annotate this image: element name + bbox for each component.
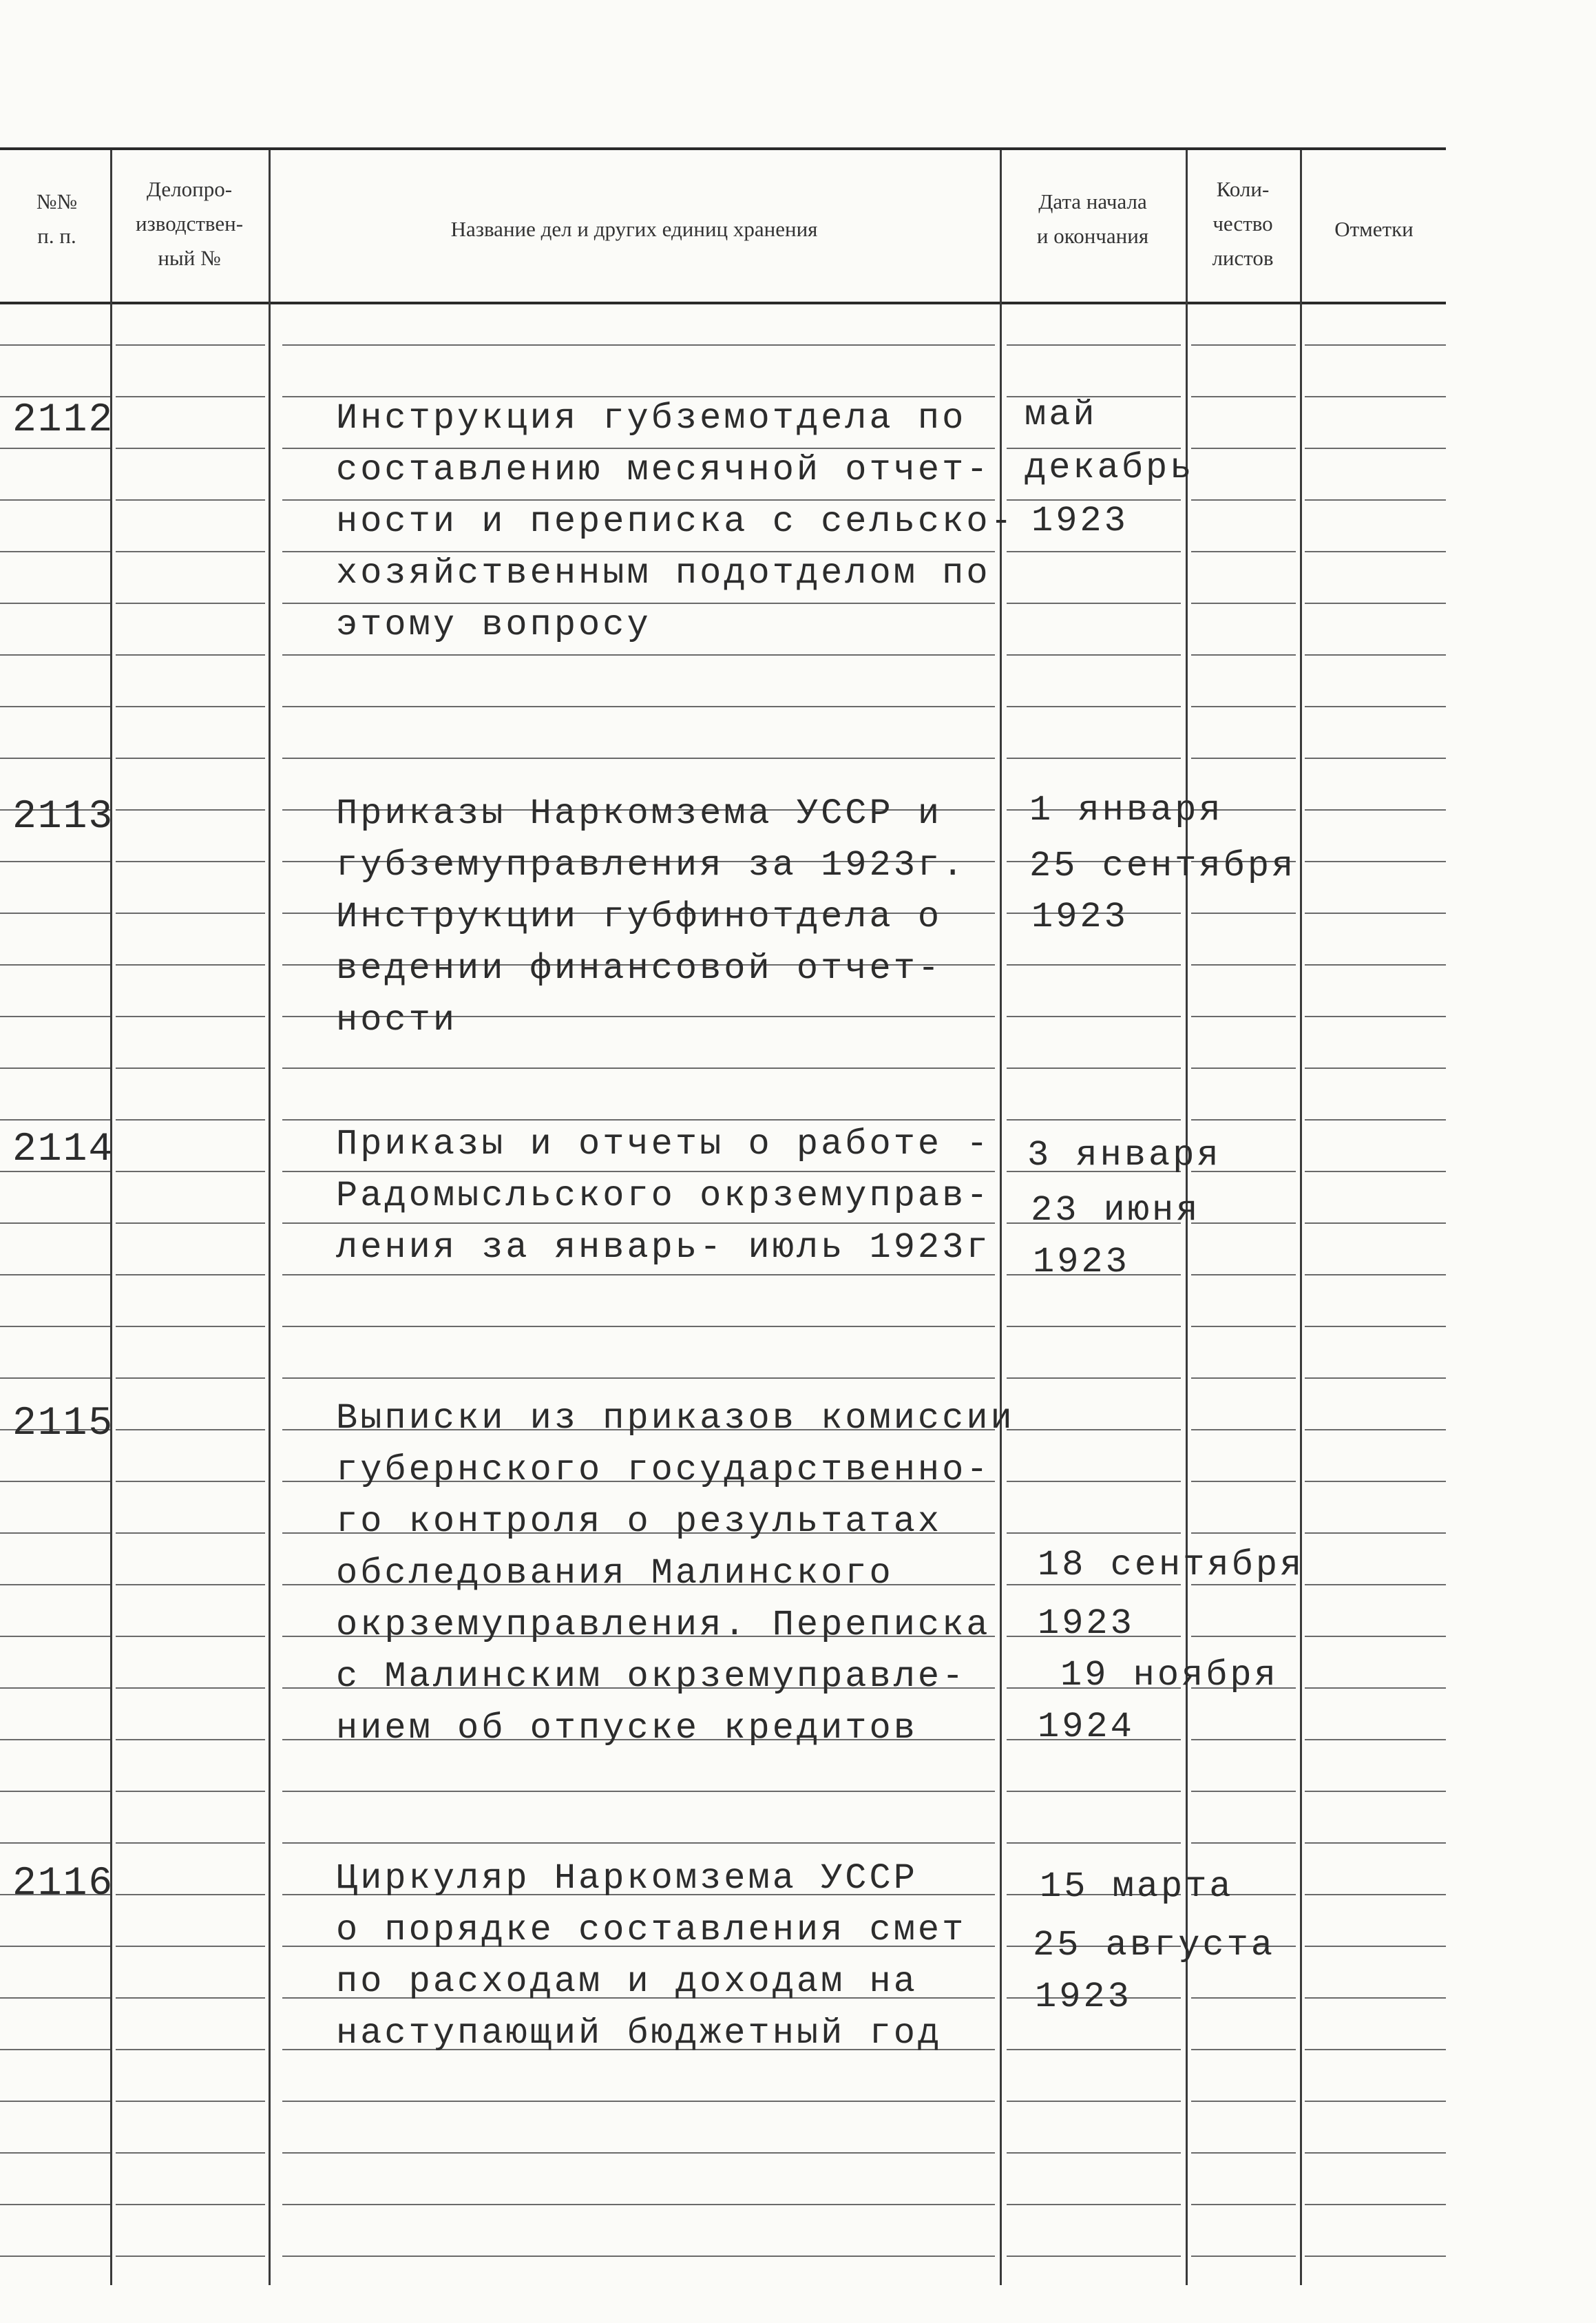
ruled-line bbox=[0, 396, 110, 397]
column-divider bbox=[269, 150, 271, 2285]
ruled-line bbox=[1007, 1067, 1181, 1069]
ruled-line bbox=[282, 2204, 995, 2205]
ruled-line bbox=[282, 2101, 995, 2102]
ruled-line bbox=[282, 448, 995, 449]
ruled-line bbox=[116, 1481, 265, 1482]
entry-date-line: 18 сентября bbox=[1038, 1545, 1305, 1585]
ruled-line bbox=[116, 344, 265, 346]
column-divider bbox=[1000, 150, 1002, 2285]
entry-title-line: по расходам и доходам на bbox=[336, 1961, 918, 2002]
ruled-line bbox=[116, 2049, 265, 2050]
ruled-line bbox=[1305, 1171, 1446, 1172]
ruled-line bbox=[282, 1119, 995, 1121]
ruled-line bbox=[282, 1067, 995, 1069]
ruled-line bbox=[1191, 1997, 1296, 1999]
ruled-line bbox=[116, 1739, 265, 1740]
ruled-line bbox=[116, 758, 265, 759]
ruled-line bbox=[1305, 1429, 1446, 1430]
entry-number: 2116 bbox=[12, 1862, 114, 1906]
ruled-line bbox=[1007, 1481, 1181, 1482]
ruled-line bbox=[1007, 1119, 1181, 1121]
ruled-line bbox=[1191, 1274, 1296, 1275]
ruled-line bbox=[0, 1377, 110, 1379]
ruled-line bbox=[1305, 2152, 1446, 2154]
ruled-line bbox=[0, 654, 110, 656]
entry-title-line: обследования Малинского bbox=[336, 1553, 894, 1594]
ruled-line bbox=[116, 1636, 265, 1637]
entry-title-line: ведении финансовой отчет- bbox=[336, 948, 943, 989]
ruled-line bbox=[282, 1791, 995, 1792]
ruled-line bbox=[1305, 551, 1446, 552]
ruled-line bbox=[1191, 654, 1296, 656]
ruled-line bbox=[0, 758, 110, 759]
ruled-line bbox=[1191, 913, 1296, 914]
ruled-line bbox=[116, 2152, 265, 2154]
header-notes: Отметки bbox=[1334, 217, 1414, 241]
ruled-line bbox=[0, 499, 110, 501]
entry-title-line: Радомысльского окрземуправ- bbox=[336, 1176, 991, 1216]
ruled-line bbox=[1007, 2101, 1181, 2102]
ruled-line bbox=[116, 396, 265, 397]
ruled-line bbox=[1305, 2101, 1446, 2102]
ruled-line bbox=[1007, 1842, 1181, 1844]
entry-date-line: 1923 bbox=[1033, 1242, 1130, 1282]
ruled-line bbox=[0, 1222, 110, 1224]
entry-title-line: наступающий бюджетный год bbox=[336, 2013, 943, 2054]
ruled-line bbox=[116, 861, 265, 862]
ruled-line bbox=[0, 2256, 110, 2257]
ruled-line bbox=[1191, 1326, 1296, 1327]
ruled-line bbox=[116, 1997, 265, 1999]
ruled-line bbox=[1191, 448, 1296, 449]
ruled-line bbox=[1305, 758, 1446, 759]
ruled-line bbox=[1305, 1119, 1446, 1121]
ruled-line bbox=[1305, 1894, 1446, 1895]
entry-title-line: ности bbox=[336, 1000, 458, 1041]
header-dates: Дата начала и окончания bbox=[1036, 189, 1149, 248]
entry-date-line: 19 ноября bbox=[1060, 1655, 1279, 1696]
entry-number: 2113 bbox=[12, 795, 114, 840]
entry-title-line: Инструкция губземотдела по bbox=[336, 398, 967, 439]
entry-date-line: 1923 bbox=[1031, 897, 1128, 937]
entry-title-line: ления за январь- июль 1923г bbox=[336, 1227, 991, 1268]
ruled-line bbox=[1305, 1997, 1446, 1999]
ruled-line bbox=[282, 2152, 995, 2154]
entry-title-line: Циркуляр Наркомзема УССР bbox=[336, 1858, 918, 1899]
ruled-line bbox=[116, 964, 265, 966]
entry-title-line: о порядке составления смет bbox=[336, 1910, 967, 1950]
ruled-line bbox=[0, 1791, 110, 1792]
ruled-line bbox=[1191, 344, 1296, 346]
ruled-line bbox=[116, 1532, 265, 1534]
ruled-line bbox=[0, 2204, 110, 2205]
entry-title-line: этому вопросу bbox=[336, 605, 651, 645]
ruled-line bbox=[282, 2256, 995, 2257]
ruled-line bbox=[0, 2152, 110, 2154]
table-top-border bbox=[0, 147, 1446, 150]
ruled-line bbox=[1007, 603, 1181, 604]
ruled-line bbox=[116, 1429, 265, 1430]
ruled-line bbox=[116, 1584, 265, 1585]
ruled-line bbox=[1191, 1067, 1296, 1069]
entry-date-line: 3 января bbox=[1027, 1135, 1221, 1176]
ruled-line bbox=[0, 2049, 110, 2050]
ruled-line bbox=[116, 1377, 265, 1379]
ruled-line bbox=[1191, 758, 1296, 759]
header-sheet-count: Коли- чество листов bbox=[1212, 177, 1274, 270]
ruled-line bbox=[116, 551, 265, 552]
ruled-line bbox=[282, 1842, 995, 1844]
ruled-line bbox=[1305, 861, 1446, 862]
ruled-line bbox=[1007, 1429, 1181, 1430]
entry-title-line: го контроля о результатах bbox=[336, 1501, 943, 1542]
ruled-line bbox=[1007, 2152, 1181, 2154]
ruled-line bbox=[0, 1687, 110, 1689]
ruled-line bbox=[1305, 1636, 1446, 1637]
ruled-line bbox=[116, 1894, 265, 1895]
ruled-line bbox=[1305, 1584, 1446, 1585]
ruled-line bbox=[1191, 603, 1296, 604]
ruled-line bbox=[0, 344, 110, 346]
ruled-line bbox=[1305, 2204, 1446, 2205]
ruled-line bbox=[116, 1842, 265, 1844]
ruled-line bbox=[0, 1739, 110, 1740]
ruled-line bbox=[1305, 448, 1446, 449]
ruled-line bbox=[116, 1274, 265, 1275]
ruled-line bbox=[1007, 706, 1181, 707]
column-divider bbox=[1300, 150, 1302, 2285]
ruled-line bbox=[116, 448, 265, 449]
ruled-line bbox=[1007, 344, 1181, 346]
ruled-line bbox=[1305, 809, 1446, 811]
ruled-line bbox=[1191, 1429, 1296, 1430]
ruled-line bbox=[0, 1326, 110, 1327]
ruled-line bbox=[282, 551, 995, 552]
ruled-line bbox=[282, 758, 995, 759]
entry-date-line: 23 июня bbox=[1031, 1190, 1201, 1231]
ruled-line bbox=[116, 1222, 265, 1224]
ruled-line bbox=[0, 706, 110, 707]
ruled-line bbox=[282, 1326, 995, 1327]
ruled-line bbox=[0, 1119, 110, 1121]
ruled-line bbox=[1191, 2256, 1296, 2257]
ruled-line bbox=[1007, 1377, 1181, 1379]
ruled-line bbox=[282, 1222, 995, 1224]
ruled-line bbox=[116, 913, 265, 914]
ruled-line bbox=[1305, 603, 1446, 604]
ruled-line bbox=[0, 1067, 110, 1069]
ruled-line bbox=[1305, 1326, 1446, 1327]
entry-title-line: нием об отпуске кредитов bbox=[336, 1708, 918, 1749]
ruled-line bbox=[0, 1274, 110, 1275]
ruled-line bbox=[282, 706, 995, 707]
ruled-line bbox=[1305, 344, 1446, 346]
ruled-line bbox=[1191, 1016, 1296, 1017]
ruled-line bbox=[1007, 654, 1181, 656]
ruled-line bbox=[116, 603, 265, 604]
ruled-line bbox=[1305, 2049, 1446, 2050]
ruled-line bbox=[116, 706, 265, 707]
ruled-line bbox=[116, 1016, 265, 1017]
entry-date-line: 1923 bbox=[1038, 1603, 1135, 1644]
ruled-line bbox=[1191, 551, 1296, 552]
entry-number: 2115 bbox=[12, 1402, 114, 1446]
ruled-line bbox=[1191, 2049, 1296, 2050]
ruled-line bbox=[116, 1171, 265, 1172]
ruled-line bbox=[1305, 1791, 1446, 1792]
ruled-line bbox=[0, 2101, 110, 2102]
ruled-line bbox=[0, 603, 110, 604]
ruled-line bbox=[1305, 1377, 1446, 1379]
ruled-line bbox=[116, 1946, 265, 1947]
ruled-line bbox=[116, 1791, 265, 1792]
ruled-line bbox=[1191, 1636, 1296, 1637]
entry-title-line: окрземуправления. Переписка bbox=[336, 1605, 991, 1645]
ruled-line bbox=[1191, 1119, 1296, 1121]
ruled-line bbox=[0, 1584, 110, 1585]
ruled-line bbox=[116, 1687, 265, 1689]
header-title: Название дел и других единиц хранения bbox=[450, 217, 818, 241]
ruled-line bbox=[1305, 964, 1446, 966]
header-number: №№ п. п. bbox=[36, 189, 78, 248]
ruled-line bbox=[0, 1016, 110, 1017]
ruled-line bbox=[282, 603, 995, 604]
ruled-line bbox=[1305, 1222, 1446, 1224]
entry-title-line: хозяйственным подотделом по bbox=[336, 553, 991, 594]
ruled-line bbox=[282, 654, 995, 656]
ruled-line bbox=[1191, 499, 1296, 501]
header-bottom-border bbox=[0, 302, 1446, 304]
ruled-line bbox=[282, 1171, 995, 1172]
ruled-line bbox=[116, 1326, 265, 1327]
ruled-line bbox=[116, 2256, 265, 2257]
ruled-line bbox=[0, 1636, 110, 1637]
ruled-line bbox=[1191, 1791, 1296, 1792]
ruled-line bbox=[116, 1067, 265, 1069]
entry-title-line: составлению месячной отчет- bbox=[336, 450, 991, 490]
ruled-line bbox=[1305, 1687, 1446, 1689]
entry-title-line: губернского государственно- bbox=[336, 1450, 991, 1490]
entry-title-line: Выписки из приказов комиссии bbox=[336, 1398, 1015, 1439]
ruled-line bbox=[116, 499, 265, 501]
ruled-line bbox=[1305, 396, 1446, 397]
ruled-line bbox=[282, 1377, 995, 1379]
ruled-line bbox=[1007, 1016, 1181, 1017]
entry-date-line: 1923 bbox=[1035, 1977, 1132, 2017]
ruled-line bbox=[282, 344, 995, 346]
ruled-line bbox=[1191, 1481, 1296, 1482]
ruled-line bbox=[1191, 396, 1296, 397]
ruled-line bbox=[1305, 1016, 1446, 1017]
entry-date-line: 1924 bbox=[1038, 1707, 1135, 1747]
ruled-line bbox=[1007, 1791, 1181, 1792]
entry-title-line: Приказы и отчеты о работе - bbox=[336, 1124, 991, 1165]
ruled-line bbox=[1007, 964, 1181, 966]
ruled-line bbox=[1191, 2204, 1296, 2205]
entry-date-line: 15 марта bbox=[1040, 1866, 1234, 1907]
ruled-line bbox=[0, 1532, 110, 1534]
ruled-line bbox=[1191, 1377, 1296, 1379]
ruled-line bbox=[0, 1481, 110, 1482]
ruled-line bbox=[0, 551, 110, 552]
ruled-line bbox=[282, 1274, 995, 1275]
ruled-line bbox=[1305, 1739, 1446, 1740]
ruled-line bbox=[1305, 1481, 1446, 1482]
ruled-line bbox=[1305, 654, 1446, 656]
ruled-line bbox=[0, 1946, 110, 1947]
entry-number: 2112 bbox=[12, 398, 114, 443]
entry-title-line: с Малинским окрземуправле- bbox=[336, 1656, 967, 1697]
ruled-line bbox=[1007, 758, 1181, 759]
ruled-line bbox=[0, 913, 110, 914]
ruled-line bbox=[282, 499, 995, 501]
ruled-line bbox=[1305, 1946, 1446, 1947]
ruled-line bbox=[1191, 1222, 1296, 1224]
ruled-line bbox=[0, 1997, 110, 1999]
ruled-line bbox=[1191, 2152, 1296, 2154]
ruled-line bbox=[116, 654, 265, 656]
entry-title-line: Приказы Наркомзема УССР и bbox=[336, 793, 943, 834]
ruled-line bbox=[1007, 2256, 1181, 2257]
entry-number: 2114 bbox=[12, 1127, 114, 1172]
entry-date-line: декабрь bbox=[1025, 448, 1195, 488]
ruled-line bbox=[1191, 1532, 1296, 1534]
ruled-line bbox=[282, 396, 995, 397]
ruled-line bbox=[116, 809, 265, 811]
ruled-line bbox=[1007, 2204, 1181, 2205]
entry-date-line: 1923 bbox=[1031, 501, 1128, 541]
ruled-line bbox=[1305, 1532, 1446, 1534]
ruled-line bbox=[116, 2204, 265, 2205]
entry-date-line: 25 сентября bbox=[1029, 846, 1296, 886]
ruled-line bbox=[116, 2101, 265, 2102]
column-divider bbox=[110, 150, 112, 2285]
ruled-line bbox=[1007, 2049, 1181, 2050]
ruled-line bbox=[1191, 706, 1296, 707]
ruled-line bbox=[0, 448, 110, 449]
header-office-number: Делопро- изводствен- ный № bbox=[135, 177, 244, 270]
ruled-line bbox=[1007, 551, 1181, 552]
ruled-line bbox=[1305, 2256, 1446, 2257]
ruled-line bbox=[0, 1842, 110, 1844]
ruled-line bbox=[1007, 1532, 1181, 1534]
ruled-line bbox=[0, 964, 110, 966]
entry-date-line: май bbox=[1025, 395, 1098, 435]
ruled-line bbox=[1305, 1067, 1446, 1069]
ruled-line bbox=[1305, 706, 1446, 707]
ruled-line bbox=[1191, 1739, 1296, 1740]
ruled-line bbox=[116, 1119, 265, 1121]
ruled-line bbox=[1191, 1842, 1296, 1844]
ruled-line bbox=[1305, 1842, 1446, 1844]
entry-title-line: Инструкции губфинотдела о bbox=[336, 897, 943, 937]
ruled-line bbox=[0, 861, 110, 862]
ruled-line bbox=[1305, 1274, 1446, 1275]
ruled-line bbox=[1191, 964, 1296, 966]
ruled-line bbox=[1305, 913, 1446, 914]
entry-date-line: 25 августа bbox=[1033, 1925, 1276, 1966]
ruled-line bbox=[1191, 2101, 1296, 2102]
entry-title-line: ности и переписка с сельско- bbox=[336, 501, 1015, 542]
ruled-line bbox=[1305, 499, 1446, 501]
entry-title-line: губземуправления за 1923г. bbox=[336, 845, 967, 886]
entry-date-line: 1 января bbox=[1029, 790, 1224, 831]
ruled-line bbox=[1007, 1326, 1181, 1327]
